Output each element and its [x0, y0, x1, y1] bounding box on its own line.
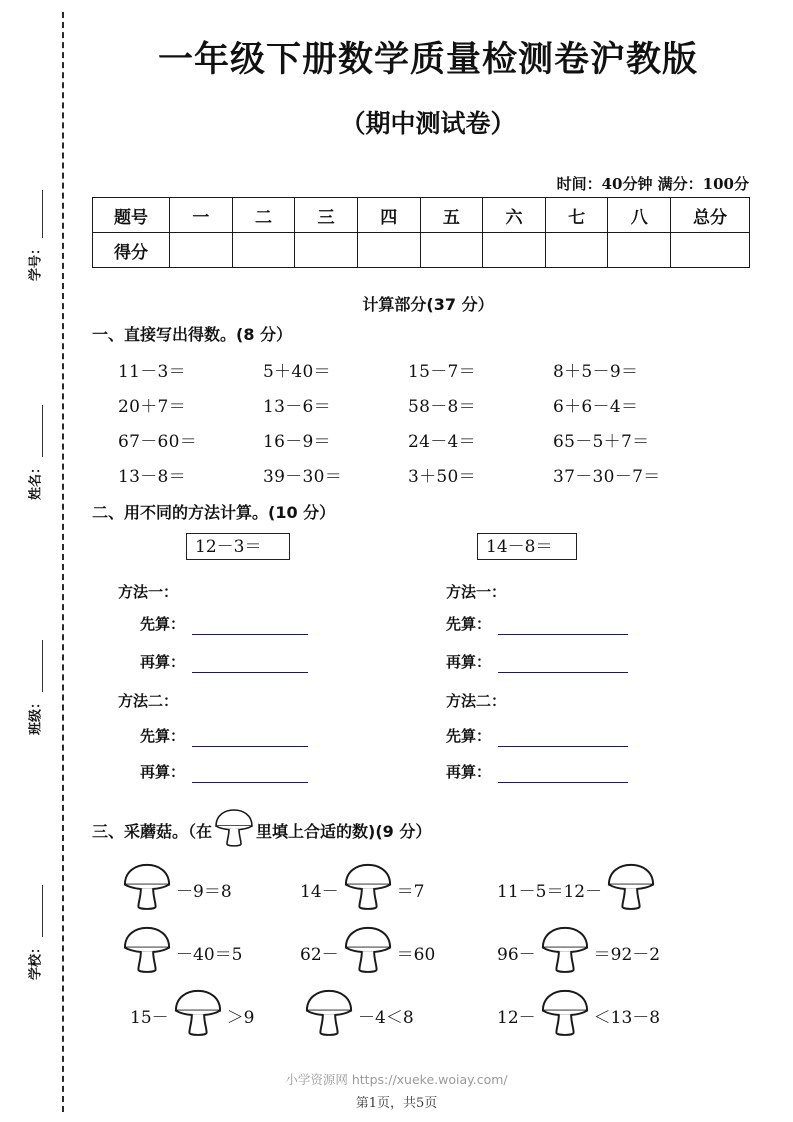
section-heading-1: 一、直接写出得数。(8 分） — [92, 325, 293, 344]
section-heading-2: 二、用不同的方法计算。(10 分） — [92, 503, 336, 522]
row-label: 得分 — [93, 233, 170, 268]
score-table — [92, 197, 750, 268]
column-header: 六 — [483, 198, 546, 233]
equation-suffix: ＝92－2 — [593, 945, 661, 965]
calc-item: 13－8＝ — [118, 467, 186, 487]
equation-prefix: 15－ — [130, 1008, 169, 1028]
answer-blank[interactable] — [192, 634, 308, 635]
second-step-label-right-2: 再算： — [446, 763, 492, 781]
calc-item: 20＋7＝ — [118, 397, 186, 417]
calc-row — [118, 352, 754, 387]
calc-item: 13－6＝ — [263, 397, 331, 417]
calculation-grid — [118, 352, 754, 492]
mushroom-equation — [300, 925, 435, 980]
first-step-label-right-2: 先算： — [446, 727, 492, 745]
equation-suffix: －9＝8 — [176, 882, 232, 902]
score-cell[interactable] — [357, 233, 420, 268]
mushroom-blank-icon[interactable] — [341, 925, 395, 980]
equation-prefix: 11－5＝12－ — [497, 882, 603, 902]
mushroom-blank-icon[interactable] — [604, 862, 658, 917]
mushroom-equation — [118, 925, 242, 980]
calc-item: 6＋6－4＝ — [553, 397, 639, 417]
column-header: 总分 — [671, 198, 750, 233]
margin-label: 学校： — [28, 941, 44, 981]
calc-item: 58－8＝ — [408, 397, 476, 417]
section-heading-3 — [92, 808, 431, 852]
answer-blank[interactable] — [498, 634, 628, 635]
column-header: 七 — [545, 198, 608, 233]
column-header: 三 — [295, 198, 358, 233]
page-subtitle: （期中测试卷） — [340, 109, 516, 138]
page-number: 第1页，共5页 — [355, 1096, 438, 1111]
mushroom-equation — [497, 862, 660, 917]
calc-item: 24－4＝ — [408, 432, 476, 452]
mushroom-icon — [212, 808, 256, 852]
second-step-label-left: 再算： — [140, 653, 186, 671]
equation-prefix: 96－ — [497, 945, 536, 965]
calc-item: 8＋5－9＝ — [553, 362, 639, 382]
column-header: 五 — [420, 198, 483, 233]
exam-meta: 时间：40分钟 满分：100分 — [556, 175, 749, 193]
answer-blank[interactable] — [498, 746, 628, 747]
mushroom-equation — [300, 988, 414, 1043]
margin-strip — [0, 0, 78, 1122]
mushroom-blank-icon[interactable] — [538, 988, 592, 1043]
score-cell[interactable] — [295, 233, 358, 268]
mushroom-blank-icon[interactable] — [171, 988, 225, 1043]
equation-prefix: 14－ — [300, 882, 339, 902]
mushroom-equation — [497, 925, 660, 980]
score-cell[interactable] — [170, 233, 233, 268]
column-header: 二 — [232, 198, 295, 233]
section-heading-3-after: 里填上合适的数)(9 分） — [256, 821, 432, 841]
score-cell[interactable] — [483, 233, 546, 268]
calc-row — [118, 422, 754, 457]
mushroom-equation — [300, 862, 424, 917]
column-header: 八 — [608, 198, 671, 233]
equation-suffix: ＜13－8 — [593, 1008, 661, 1028]
method-two-label-right: 方法二： — [446, 692, 507, 710]
calc-item: 67－60＝ — [118, 432, 198, 452]
page-title: 一年级下册数学质量检测卷沪教版 — [157, 39, 698, 80]
margin-rule — [42, 405, 43, 457]
second-step-label-left-2: 再算： — [140, 763, 186, 781]
mushroom-equation — [130, 988, 254, 1043]
answer-blank[interactable] — [498, 782, 628, 783]
calc-item: 5＋40＝ — [263, 362, 331, 382]
score-cell[interactable] — [232, 233, 295, 268]
section-heading-3-before: 三、采蘑菇。（在 — [92, 821, 213, 841]
equation-prefix: 62－ — [300, 945, 339, 965]
first-step-label-left-2: 先算： — [140, 727, 186, 745]
mushroom-blank-icon[interactable] — [538, 925, 592, 980]
score-cell[interactable] — [545, 233, 608, 268]
mushroom-blank-icon[interactable] — [341, 862, 395, 917]
margin-rule — [42, 190, 43, 238]
first-step-label-right: 先算： — [446, 615, 492, 633]
calc-item: 15－7＝ — [408, 362, 476, 382]
second-step-label-right: 再算： — [446, 653, 492, 671]
calc-item: 3＋50＝ — [408, 467, 476, 487]
margin-rule — [42, 885, 43, 937]
calc-row — [118, 457, 754, 492]
mushroom-equation — [497, 988, 660, 1043]
calc-item: 39－30＝ — [263, 467, 343, 487]
watermark: 小学资源网 https://xueke.woiay.com/ — [285, 1072, 508, 1087]
calc-item: 65－5＋7＝ — [553, 432, 650, 452]
margin-label: 班级： — [28, 696, 44, 736]
mushroom-blank-icon[interactable] — [120, 925, 174, 980]
method-two-label-left: 方法二： — [118, 692, 179, 710]
equation-suffix: －40＝5 — [176, 945, 243, 965]
mushroom-blank-icon[interactable] — [302, 988, 356, 1043]
answer-blank[interactable] — [192, 746, 308, 747]
score-cell[interactable] — [608, 233, 671, 268]
boxed-equation-1: 12－3＝ — [186, 533, 290, 560]
calc-item: 16－9＝ — [263, 432, 331, 452]
mushroom-blank-icon[interactable] — [120, 862, 174, 917]
first-step-label-left: 先算： — [140, 615, 186, 633]
column-header: 一 — [170, 198, 233, 233]
equation-prefix: 12－ — [497, 1008, 536, 1028]
calc-item: 11－3＝ — [118, 362, 186, 382]
method-one-label-left: 方法一： — [118, 583, 179, 601]
method-one-label-right: 方法一： — [446, 583, 507, 601]
calc-item: 37－30－7＝ — [553, 467, 661, 487]
equation-suffix: ＝60 — [396, 945, 436, 965]
calc-row — [118, 387, 754, 422]
boxed-equation-2: 14－8＝ — [477, 533, 577, 560]
answer-blank[interactable] — [498, 672, 628, 673]
equation-suffix: －4＜8 — [358, 1008, 414, 1028]
table-row — [93, 198, 750, 233]
row-label: 题号 — [93, 198, 170, 233]
score-cell[interactable] — [420, 233, 483, 268]
equation-suffix: ＞9 — [226, 1008, 255, 1028]
equation-suffix: ＝7 — [396, 882, 425, 902]
table-row — [93, 233, 750, 268]
column-header: 四 — [357, 198, 420, 233]
score-cell[interactable] — [671, 233, 750, 268]
dashed-fold-line — [62, 12, 64, 1112]
answer-blank[interactable] — [192, 672, 308, 673]
margin-label: 学号： — [28, 242, 44, 282]
margin-label: 姓名： — [28, 461, 44, 501]
part-heading: 计算部分(37 分） — [362, 295, 494, 314]
mushroom-equation — [118, 862, 232, 917]
margin-rule — [42, 640, 43, 692]
answer-blank[interactable] — [192, 782, 308, 783]
